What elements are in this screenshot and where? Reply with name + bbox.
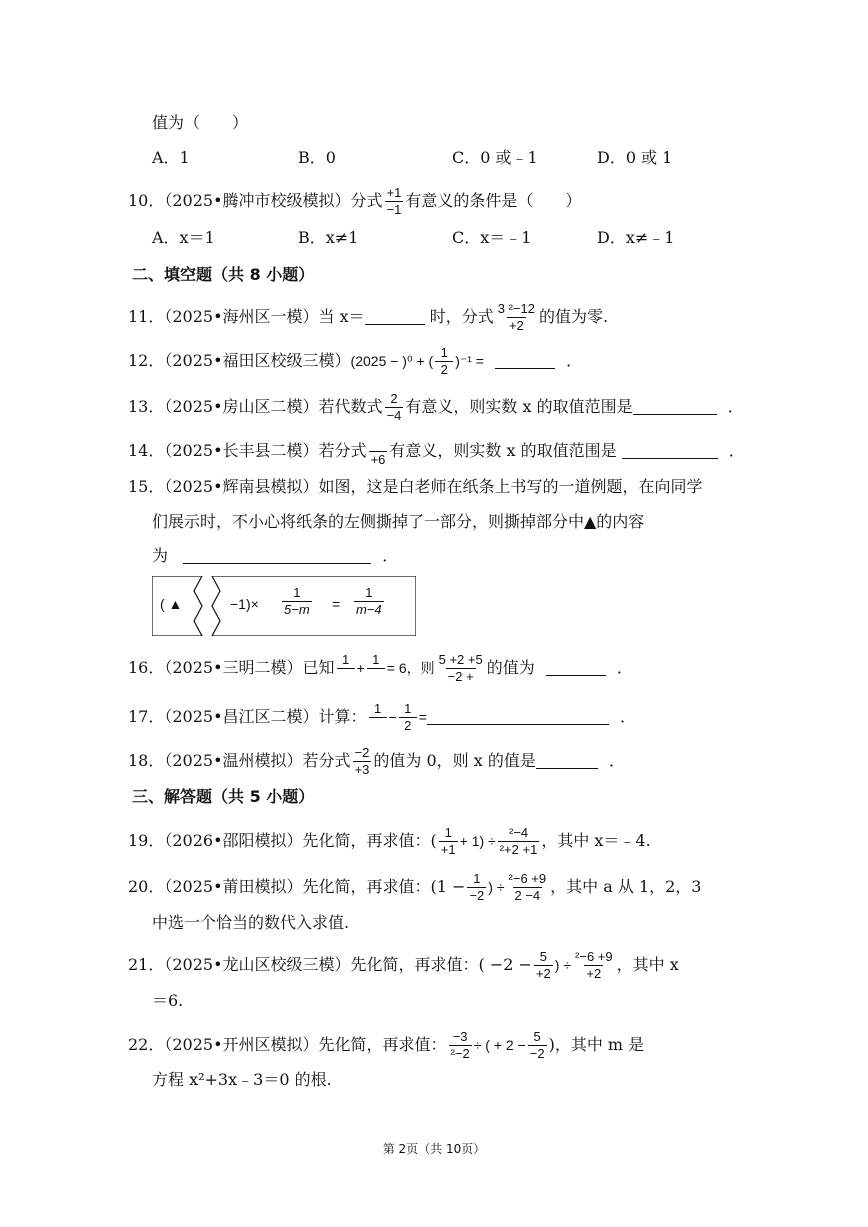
question-text: = 6，则 [386, 660, 435, 676]
answer-blank[interactable] [536, 752, 598, 769]
fraction-denominator: +2 [508, 318, 524, 333]
question-text: 的值为 [486, 658, 535, 677]
question-source: （2025•腾冲市校级模拟） [164, 191, 351, 210]
answer-blank[interactable] [546, 659, 606, 676]
fraction-numerator: +1 [386, 185, 402, 200]
fraction-denominator: 2 [399, 717, 417, 733]
fraction-denominator: +6 [370, 452, 386, 467]
question-19 [128, 826, 651, 857]
q9-option-c[interactable]: C．0 或﹣1 [452, 148, 538, 167]
fraction-denominator: −4 [386, 408, 402, 423]
fraction-denominator: −2 [529, 1046, 545, 1061]
fraction [467, 872, 486, 903]
fraction-numerator: 1 [293, 585, 301, 600]
fraction-denominator: +2 [586, 966, 602, 981]
fraction-denominator: m−4 [356, 602, 382, 617]
question-22 [128, 1030, 644, 1061]
fraction-denominator: +2 [535, 966, 551, 981]
fraction-numerator: 2 [390, 391, 398, 406]
question-number: 21． [128, 955, 165, 974]
question-11 [128, 302, 608, 333]
q10-option-a[interactable]: A．x＝1 [152, 228, 215, 247]
q10-option-d[interactable]: D．x≠﹣1 [597, 228, 675, 247]
question-14 [128, 436, 745, 467]
fraction-denominator: +1 [440, 842, 456, 857]
question-source: （2025•龙山区校级三模） [164, 955, 351, 974]
question-text: 先化简，再求值： [318, 1035, 447, 1054]
question-text: 如图，这是白老师在纸条上书写的一道例题，在向同学 [318, 477, 703, 496]
question-12 [128, 346, 582, 377]
question-end: ． [616, 658, 633, 677]
section-solve: 三、解答题（共 5 小题） [132, 787, 315, 806]
question-source: （2025•房山区二模） [164, 397, 319, 416]
torn-paper-figure [152, 576, 416, 636]
fraction-numerator: ²−4 [508, 825, 529, 840]
question-number: 20． [128, 877, 165, 896]
fraction [369, 702, 387, 733]
question-source: （2025•海州区一模） [164, 307, 319, 326]
question-text: 有意义的条件是（ ） [405, 191, 582, 210]
question-20-line2: 中选一个恰当的数代入求值. [152, 913, 350, 932]
fraction-denominator: ²−2 [450, 1046, 470, 1061]
question-number: 15． [128, 477, 165, 496]
fraction-denominator: +3 [354, 762, 370, 777]
fraction-denominator [369, 717, 387, 733]
math-expression: + 1) ÷ [459, 833, 496, 849]
fraction [496, 302, 537, 333]
fraction [353, 746, 372, 777]
answer-blank[interactable] [622, 442, 718, 459]
question-number: 16． [128, 658, 165, 677]
fraction [437, 653, 485, 684]
question-end: ． [620, 707, 637, 726]
fraction [573, 950, 615, 981]
answer-blank[interactable] [495, 352, 555, 369]
question-text: ，其中 x＝﹣4. [541, 831, 651, 850]
math-expression: ÷ ( + 2 − [473, 1037, 526, 1053]
question-text: ，其中 x [616, 955, 679, 974]
fraction-numerator: 1 [473, 871, 481, 886]
math-expression: (2025 − )⁰ + ( [350, 353, 434, 369]
question-16 [128, 653, 633, 684]
q9-option-a[interactable]: A．1 [152, 148, 190, 167]
question-text: 分式 [350, 191, 383, 210]
answer-blank[interactable] [183, 547, 371, 564]
question-end: ． [382, 546, 399, 565]
fraction [528, 1030, 547, 1061]
figure-fraction-1 [282, 586, 312, 617]
question-20 [128, 872, 701, 903]
fraction [369, 436, 388, 467]
question-text: 若代数式 [318, 397, 383, 416]
fraction [367, 653, 385, 684]
q9-tail: 值为（ ） [152, 113, 249, 132]
question-number: 11． [128, 307, 165, 326]
math-operator: + [356, 660, 365, 676]
q9-option-d[interactable]: D．0 或 1 [597, 148, 673, 167]
fraction-numerator: 1 [372, 652, 380, 667]
fraction-numerator [369, 436, 387, 451]
fraction [337, 653, 355, 684]
question-text: 有意义，则实数 x 的取值范围是 [405, 397, 633, 416]
question-number: 12． [128, 351, 165, 370]
question-end: ． [728, 441, 745, 460]
fraction-numerator: 1 [365, 585, 373, 600]
question-source: （2025•三明二模） [164, 658, 303, 677]
fraction-denominator: −1 [386, 202, 402, 217]
triangle-placeholder: ( ▲ [160, 596, 183, 612]
fraction-numerator: 1 [444, 825, 452, 840]
fraction [385, 186, 404, 217]
section-fill-in: 二、填空题（共 8 小题） [132, 265, 315, 284]
fraction [498, 826, 540, 857]
answer-blank[interactable] [633, 398, 717, 415]
question-15-line3 [152, 546, 398, 566]
question-number: 22． [128, 1035, 165, 1054]
math-expression: ) ÷ [488, 879, 505, 895]
question-source: （2025•昌江区二模） [164, 707, 319, 726]
question-text: 先化简，再求值：(1 − [302, 877, 466, 896]
question-source: （2025•开州区模拟） [164, 1035, 319, 1054]
question-text: 若分式 [302, 751, 351, 770]
fraction [449, 1030, 472, 1061]
q10-option-b[interactable]: B．x≠1 [298, 228, 359, 247]
fraction-denominator: 5−m [284, 602, 310, 617]
question-source: （2025•福田区校级三模） [164, 351, 351, 370]
question-10 [128, 186, 581, 217]
fraction-numerator: ²−6 +9 [508, 871, 547, 886]
question-text: 为 [152, 546, 169, 565]
q10-option-c[interactable]: C．x＝﹣1 [452, 228, 532, 247]
fraction-numerator: ²−6 +9 [575, 949, 613, 964]
question-end: ． [608, 751, 625, 770]
answer-blank[interactable] [365, 308, 425, 325]
question-text: 先化简，再求值：( [302, 831, 437, 850]
fraction [439, 826, 458, 857]
fraction-numerator: −2 [354, 745, 370, 760]
math-operator: = [418, 709, 427, 725]
question-13 [128, 392, 744, 423]
question-end: ． [566, 351, 583, 370]
fraction [534, 950, 553, 981]
question-15-line2: 们展示时，不小心将纸条的左侧撕掉了一部分，则撕掉部分中▲的内容 [152, 512, 645, 531]
fraction-numerator: 1 [440, 345, 448, 360]
fraction-denominator [367, 668, 385, 684]
fraction-denominator: 2 −4 [514, 888, 541, 903]
figure-equals: = [332, 596, 341, 612]
q9-option-b[interactable]: B．0 [298, 148, 336, 167]
fraction-numerator: 3 ²−12 [497, 301, 535, 316]
fraction-denominator: ²+2 +1 [499, 842, 538, 857]
question-21 [128, 950, 679, 981]
question-source: （2025•温州模拟） [164, 751, 303, 770]
fraction-numerator: 1 [341, 652, 350, 667]
figure-expression: −1)× [230, 596, 259, 612]
question-number: 19． [128, 831, 165, 850]
question-source: （2025•莆田模拟） [164, 877, 303, 896]
fraction [399, 702, 417, 733]
question-number: 10． [128, 191, 165, 210]
question-source: （2025•长丰县二模） [164, 441, 319, 460]
fraction-numerator: 5 +2 +5 [438, 652, 483, 667]
math-operator: − [388, 709, 397, 725]
answer-blank[interactable] [427, 708, 609, 725]
question-source: （2025•辉南县模拟） [164, 477, 319, 496]
fraction-numerator: 5 [539, 949, 547, 964]
question-15 [128, 477, 703, 497]
question-text: 先化简，再求值：( −2 − [350, 955, 532, 974]
question-text: 时，分式 [424, 307, 494, 326]
question-text: 的值为零. [539, 307, 609, 326]
question-21-line2: ＝6. [152, 991, 184, 1010]
question-text: ，其中 a 从 1，2，3 [550, 877, 702, 896]
question-text: 已知 [302, 658, 335, 677]
fraction-denominator: −2 + [447, 669, 474, 684]
fraction [385, 392, 404, 423]
question-text: 有意义，则实数 x 的取值范围是 [389, 441, 617, 460]
question-18 [128, 746, 625, 777]
fraction-numerator: 1 [373, 701, 382, 716]
question-number: 13． [128, 397, 165, 416]
question-22-line2: 方程 x²+3x﹣3＝0 的根. [152, 1070, 332, 1089]
fraction [435, 346, 453, 377]
page-footer: 第 2页（共 10页） [382, 1142, 486, 1156]
question-end: ． [727, 397, 744, 416]
fraction-numerator: 5 [533, 1029, 541, 1044]
fraction-numerator: 1 [404, 701, 412, 716]
math-expression: )⁻¹ = [455, 353, 484, 369]
question-text: 当 x＝ [318, 307, 365, 326]
question-source: （2026•邵阳模拟） [164, 831, 303, 850]
fraction-numerator: −3 [452, 1029, 468, 1044]
fraction-denominator: −2 [469, 888, 485, 903]
question-number: 14． [128, 441, 165, 460]
math-expression: ) ÷ [554, 957, 572, 973]
question-17 [128, 702, 636, 733]
fraction [507, 872, 549, 903]
question-text: 的值为 0，则 x 的值是 [373, 751, 536, 770]
figure-fraction-2 [354, 586, 384, 617]
question-number: 17． [128, 707, 165, 726]
question-text: 计算： [318, 707, 367, 726]
fraction-denominator: 2 [435, 361, 453, 377]
question-number: 18． [128, 751, 165, 770]
fraction-denominator [337, 668, 355, 684]
question-text: )，其中 m 是 [548, 1035, 645, 1054]
question-text: 若分式 [318, 441, 367, 460]
